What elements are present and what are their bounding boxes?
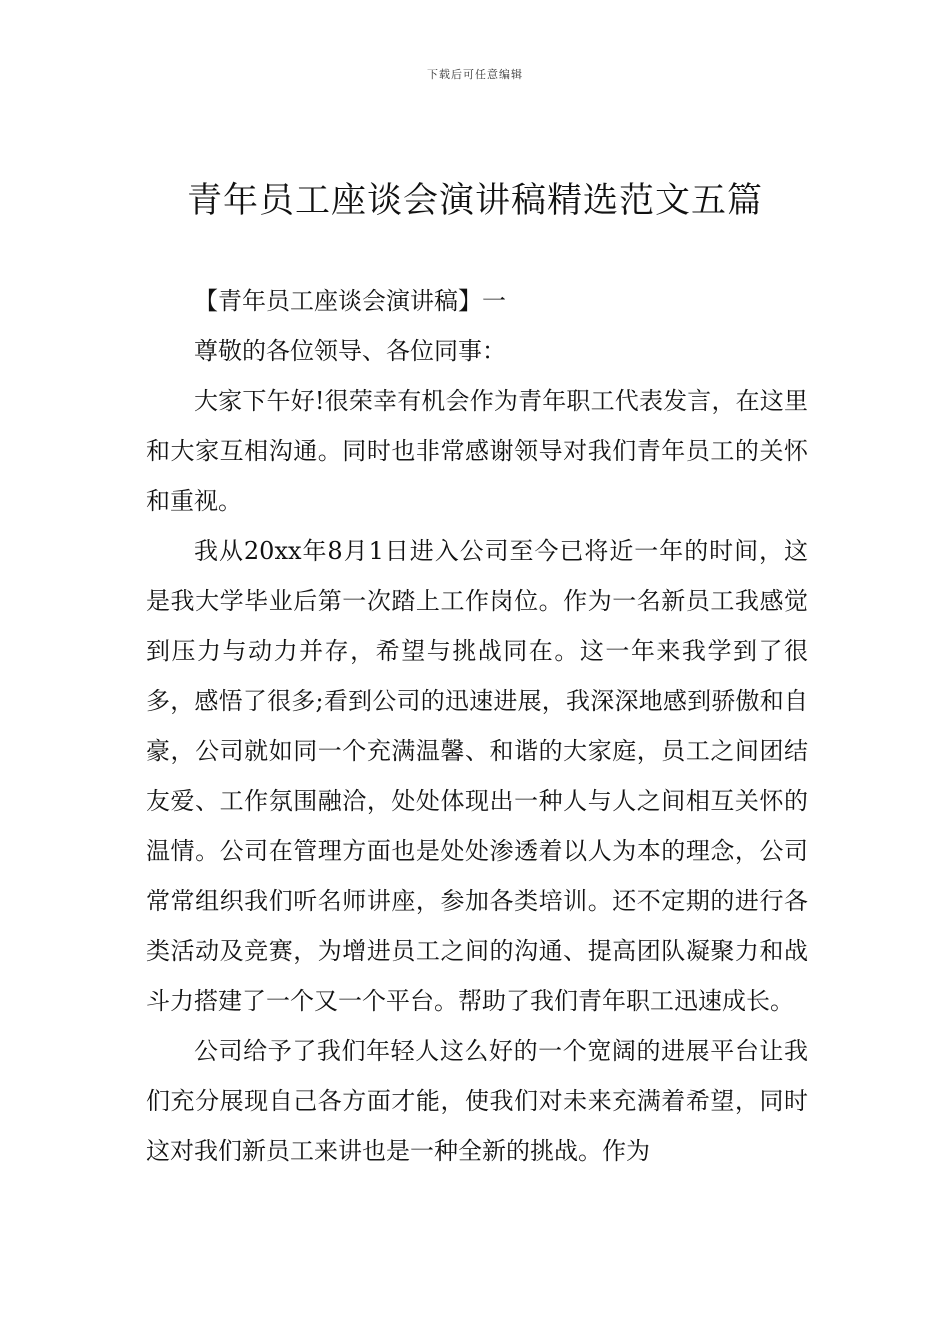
paragraph-2: 我从20xx年8月1日进入公司至今已将近一年的时间，这是我大学毕业后第一次踏上工作岗位。作为一名新员工我感觉到压力与动力并存，希望与挑战同在。这一年来我学到了很多，感悟了很多;看到公司的迅速进展，我深深地感到骄傲和自豪，公司就如同一个充满温馨、和谐的大家庭，员工之间团结友爱、工作氛围融洽，处处体现出一种人与人之间相互关怀的温情。公司在管理方面也是处处渗透着以人为本的理念，公司常常组织我们听名师讲座，参加各类培训。还不定期的进行各类活动及竞赛，为增进员工之间的沟通、提高团队凝聚力和战斗力搭建了一个又一个平台。帮助了我们青年职工迅速成长。 — [146, 537, 808, 1015]
paragraph-3: 公司给予了我们年轻人这么好的一个宽阔的进展平台让我们充分展现自己各方面才能，使我们对未来充满着希望，同时这对我们新员工来讲也是一种全新的挑战。作为 — [146, 1037, 808, 1165]
document-body — [146, 276, 808, 1176]
document-title: 青年员工座谈会演讲稿精选范文五篇 — [186, 181, 763, 221]
salutation: 尊敬的各位领导、各位同事： — [194, 337, 506, 365]
section-heading: 【青年员工座谈会演讲稿】一 — [194, 287, 506, 315]
header-note: 下载后可任意编辑 — [427, 68, 523, 81]
paragraph-1: 大家下午好!很荣幸有机会作为青年职工代表发言，在这里和大家互相沟通。同时也非常感谢领导对我们青年员工的关怀和重视。 — [146, 387, 808, 515]
